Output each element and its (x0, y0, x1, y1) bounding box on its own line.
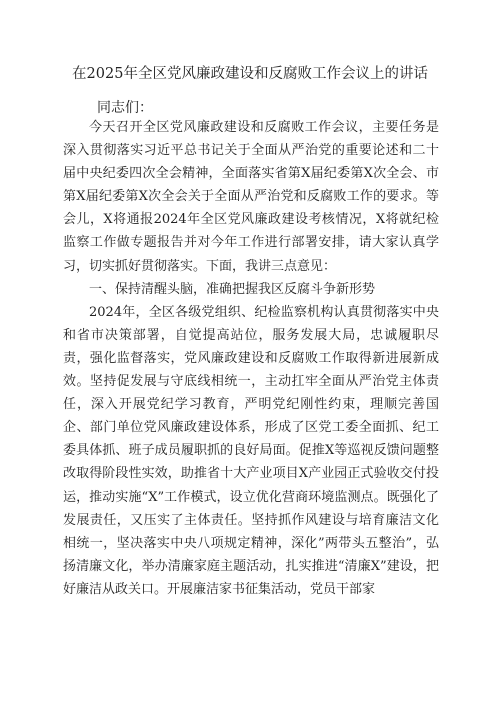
paragraph-review: 2024年，全区各级党组织、纪检监察机构认真贯彻落实中央和省市决策部署，自觉提高站位，服务发展大局，忠诚履职尽责，强化监督落实，党风廉政建设和反腐败工作取得新进展新成效。坚持促发展与守底线相统一，主动扛牢全面从严治党主体责任，深入开展党纪学习教育，严明党纪刚性约束，理顺完善国企、部门单位党风廉政建设体系，形成了区党工委全面抓、纪工委具体抓、班子成员履职抓的良好局面。促推X等巡视反馈问题整改取得阶段性实效，助推省十大产业项目X产业园正式验收交付投运，推动实施“X”工作模式，设立优化营商环境监测点。既强化了发展责任，又压实了主体责任。坚持抓作风建设与培育廉洁文化相统一，坚决落实中央八项规定精神，深化”两带头五整治”，弘扬清廉文化，举办清廉家庭主题活动，扎实推进“清廉X”建设，把好廉洁从政关口。开展廉洁家书征集活动，党员干部家 (63, 304, 439, 597)
paragraph-intro: 今天召开全区党风廉政建设和反腐败工作会议，主要任务是深入贯彻落实习近平总书记关于全面从严治党的重要论述和二十届中央纪委四次全会精神，全面落实省第X届纪委第X次全会、市第X届纪委第X次全会关于全面从严治党和反腐败工作的要求。等会儿，X将通报2024年全区党风廉政建设考核情况，X将就纪检监察工作做专题报告并对今年工作进行部署安排，请大家认真学习，切实抓好贯彻落实。下面，我讲三点意见： (63, 120, 439, 274)
section-heading: 一、保持清醒头脑，准确把握我区反腐斗争新形势 (89, 281, 376, 297)
salutation: 同志们： (97, 100, 153, 116)
document-body (63, 116, 439, 601)
document-title: 在2025年全区党风廉政建设和反腐败工作会议上的讲话 (72, 66, 428, 82)
